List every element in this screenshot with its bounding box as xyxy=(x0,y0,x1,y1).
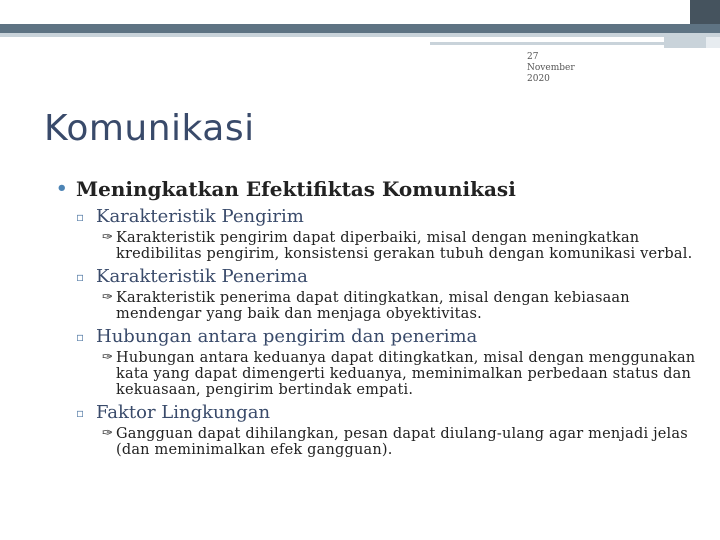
date-line-1: 27 November xyxy=(527,52,575,73)
section-heading xyxy=(52,402,702,424)
section-detail-text: Karakteristik penerima dapat ditingkatkan, misal dengan kebiasaan mendengar yang baik dan menjaga obyektivitas. xyxy=(116,290,630,322)
open-book-icon: ✑ xyxy=(102,426,114,441)
section-detail xyxy=(52,426,702,458)
slide-title: Komunikasi xyxy=(44,108,255,149)
section-detail-text: Hubungan antara keduanya dapat ditingkatkan, misal dengan menggunakan kata yang dapat dimengerti keduanya, meminimalkan perbedaan status dan kekuasaan, pengirim bertindak empati. xyxy=(116,350,696,398)
hollow-square-icon: ▫ xyxy=(76,270,85,284)
section-detail-text: Karakteristik pengirim dapat diperbaiki, misal dengan meningkatkan kredibilitas pengirim, konsistensi gerakan tubuh dengan komunikasi verbal. xyxy=(116,230,693,262)
slide-date xyxy=(527,52,587,85)
section-detail xyxy=(52,230,702,262)
open-book-icon: ✑ xyxy=(102,350,114,365)
section-detail-text: Gangguan dapat dihilangkan, pesan dapat diulang-ulang agar menjadi jelas (dan meminimalkan efek gangguan). xyxy=(116,426,688,458)
main-bullet xyxy=(52,176,702,202)
header-background xyxy=(0,0,720,24)
slide-content xyxy=(52,176,702,458)
section-detail xyxy=(52,290,702,322)
section-heading-text: Hubungan antara pengirim dan penerima xyxy=(96,326,478,347)
header-corner-block xyxy=(690,0,720,24)
section-heading xyxy=(52,326,702,348)
hollow-square-icon: ▫ xyxy=(76,406,85,420)
hollow-square-icon: ▫ xyxy=(76,210,85,224)
hollow-square-icon: ▫ xyxy=(76,330,85,344)
header-accent-line xyxy=(430,42,665,45)
main-bullet-text: Meningkatkan Efektifiktas Komunikasi xyxy=(76,177,516,201)
date-line-2: 2020 xyxy=(527,74,550,84)
section-heading-text: Faktor Lingkungan xyxy=(96,402,271,423)
header-bar-light xyxy=(0,33,720,37)
header-accent-edge xyxy=(706,37,720,48)
section-heading-text: Karakteristik Pengirim xyxy=(96,206,304,227)
open-book-icon: ✑ xyxy=(102,290,114,305)
section-heading xyxy=(52,266,702,288)
section-heading-text: Karakteristik Penerima xyxy=(96,266,308,287)
header-bar-dark xyxy=(0,24,720,33)
bullet-dot-icon: • xyxy=(56,178,68,199)
open-book-icon: ✑ xyxy=(102,230,114,245)
section-heading xyxy=(52,206,702,228)
section-detail xyxy=(52,350,702,398)
